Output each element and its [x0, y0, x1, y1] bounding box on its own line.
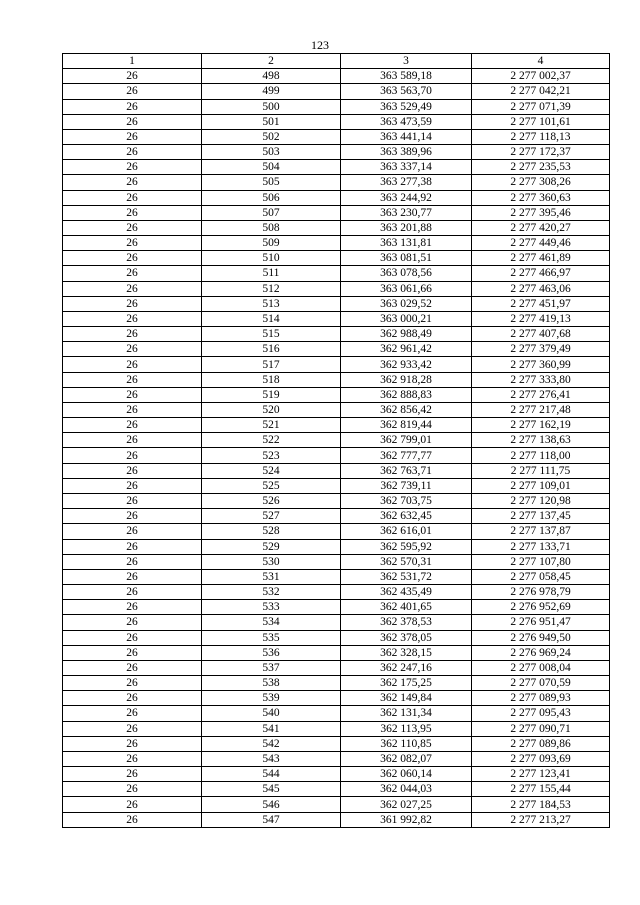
cell-x-coordinate: 362 988,49: [341, 327, 472, 342]
table-row: [63, 327, 610, 342]
cell-x-coordinate: 363 201,88: [341, 220, 472, 235]
cell-y-coordinate: 2 277 461,89: [472, 251, 610, 266]
cell-contour: 26: [63, 736, 202, 751]
table-row: [63, 251, 610, 266]
table-row: [63, 615, 610, 630]
table-row: [63, 812, 610, 827]
cell-point: 531: [202, 569, 341, 584]
cell-point: 529: [202, 539, 341, 554]
cell-point: 546: [202, 797, 341, 812]
cell-point: 541: [202, 721, 341, 736]
cell-y-coordinate: 2 277 111,75: [472, 463, 610, 478]
cell-y-coordinate: 2 277 109,01: [472, 478, 610, 493]
cell-y-coordinate: 2 277 090,71: [472, 721, 610, 736]
cell-contour: 26: [63, 266, 202, 281]
cell-contour: 26: [63, 660, 202, 675]
cell-point: 518: [202, 372, 341, 387]
cell-x-coordinate: 361 992,82: [341, 812, 472, 827]
page-number: 123: [311, 38, 329, 52]
cell-x-coordinate: 363 441,14: [341, 129, 472, 144]
cell-y-coordinate: 2 277 213,27: [472, 812, 610, 827]
cell-contour: 26: [63, 236, 202, 251]
cell-point: 517: [202, 357, 341, 372]
cell-contour: 26: [63, 418, 202, 433]
cell-y-coordinate: 2 277 419,13: [472, 311, 610, 326]
cell-x-coordinate: 362 044,03: [341, 782, 472, 797]
cell-y-coordinate: 2 277 138,63: [472, 433, 610, 448]
cell-point: 509: [202, 236, 341, 251]
cell-x-coordinate: 362 401,65: [341, 600, 472, 615]
cell-x-coordinate: 362 632,45: [341, 509, 472, 524]
cell-y-coordinate: 2 277 407,68: [472, 327, 610, 342]
cell-contour: 26: [63, 175, 202, 190]
cell-point: 533: [202, 600, 341, 615]
table-row: [63, 569, 610, 584]
cell-contour: 26: [63, 281, 202, 296]
table-row: [63, 524, 610, 539]
cell-x-coordinate: 363 277,38: [341, 175, 472, 190]
cell-point: 502: [202, 129, 341, 144]
cell-x-coordinate: 363 389,96: [341, 145, 472, 160]
cell-point: 519: [202, 387, 341, 402]
cell-contour: 26: [63, 478, 202, 493]
cell-y-coordinate: 2 277 120,98: [472, 493, 610, 508]
table-row: [63, 493, 610, 508]
cell-y-coordinate: 2 276 949,50: [472, 630, 610, 645]
cell-point: 544: [202, 767, 341, 782]
cell-contour: 26: [63, 600, 202, 615]
cell-point: 514: [202, 311, 341, 326]
cell-contour: 26: [63, 327, 202, 342]
cell-point: 534: [202, 615, 341, 630]
cell-y-coordinate: 2 277 133,71: [472, 539, 610, 554]
cell-contour: 26: [63, 145, 202, 160]
table-row: [63, 69, 610, 84]
cell-x-coordinate: 362 763,71: [341, 463, 472, 478]
cell-y-coordinate: 2 277 449,46: [472, 236, 610, 251]
cell-contour: 26: [63, 645, 202, 660]
cell-x-coordinate: 362 378,05: [341, 630, 472, 645]
cell-point: 542: [202, 736, 341, 751]
cell-y-coordinate: 2 277 118,13: [472, 129, 610, 144]
table-row: [63, 585, 610, 600]
table-row: [63, 509, 610, 524]
table-row: [63, 706, 610, 721]
table-row: [63, 190, 610, 205]
cell-point: 538: [202, 676, 341, 691]
cell-x-coordinate: 362 819,44: [341, 418, 472, 433]
table-row: [63, 145, 610, 160]
cell-point: 512: [202, 281, 341, 296]
cell-y-coordinate: 2 277 107,80: [472, 554, 610, 569]
cell-x-coordinate: 363 244,92: [341, 190, 472, 205]
cell-point: 523: [202, 448, 341, 463]
cell-x-coordinate: 362 175,25: [341, 676, 472, 691]
cell-contour: 26: [63, 357, 202, 372]
cell-x-coordinate: 362 247,16: [341, 660, 472, 675]
table-row: [63, 357, 610, 372]
cell-contour: 26: [63, 493, 202, 508]
cell-point: 503: [202, 145, 341, 160]
cell-contour: 26: [63, 767, 202, 782]
table-row: [63, 463, 610, 478]
cell-x-coordinate: 363 473,59: [341, 114, 472, 129]
cell-y-coordinate: 2 277 333,80: [472, 372, 610, 387]
table-row: [63, 736, 610, 751]
table-row: [63, 751, 610, 766]
coordinates-table: [62, 53, 610, 828]
cell-point: 526: [202, 493, 341, 508]
cell-y-coordinate: 2 277 276,41: [472, 387, 610, 402]
cell-x-coordinate: 362 060,14: [341, 767, 472, 782]
table-row: [63, 387, 610, 402]
cell-x-coordinate: 363 029,52: [341, 296, 472, 311]
cell-y-coordinate: 2 277 451,97: [472, 296, 610, 311]
cell-y-coordinate: 2 277 217,48: [472, 402, 610, 417]
cell-y-coordinate: 2 277 463,06: [472, 281, 610, 296]
cell-contour: 26: [63, 296, 202, 311]
table-row: [63, 539, 610, 554]
cell-x-coordinate: 363 061,66: [341, 281, 472, 296]
table-row: [63, 645, 610, 660]
column-header-2: 2: [202, 54, 341, 69]
cell-point: 527: [202, 509, 341, 524]
cell-y-coordinate: 2 277 071,39: [472, 99, 610, 114]
cell-x-coordinate: 362 918,28: [341, 372, 472, 387]
cell-y-coordinate: 2 277 101,61: [472, 114, 610, 129]
cell-y-coordinate: 2 277 172,37: [472, 145, 610, 160]
cell-x-coordinate: 362 595,92: [341, 539, 472, 554]
cell-y-coordinate: 2 277 360,63: [472, 190, 610, 205]
cell-point: 499: [202, 84, 341, 99]
table-row: [63, 99, 610, 114]
cell-x-coordinate: 362 378,53: [341, 615, 472, 630]
table-row: [63, 175, 610, 190]
cell-contour: 26: [63, 205, 202, 220]
cell-point: 511: [202, 266, 341, 281]
cell-contour: 26: [63, 160, 202, 175]
cell-point: 545: [202, 782, 341, 797]
cell-x-coordinate: 362 961,42: [341, 342, 472, 357]
cell-x-coordinate: 362 616,01: [341, 524, 472, 539]
cell-contour: 26: [63, 782, 202, 797]
cell-x-coordinate: 363 563,70: [341, 84, 472, 99]
cell-point: 525: [202, 478, 341, 493]
table-row: [63, 281, 610, 296]
cell-x-coordinate: 362 113,95: [341, 721, 472, 736]
table-row: [63, 160, 610, 175]
table-row: [63, 418, 610, 433]
cell-contour: 26: [63, 402, 202, 417]
cell-y-coordinate: 2 277 070,59: [472, 676, 610, 691]
cell-point: 515: [202, 327, 341, 342]
cell-x-coordinate: 362 149,84: [341, 691, 472, 706]
cell-y-coordinate: 2 277 308,26: [472, 175, 610, 190]
cell-point: 528: [202, 524, 341, 539]
cell-point: 504: [202, 160, 341, 175]
cell-point: 510: [202, 251, 341, 266]
cell-point: 506: [202, 190, 341, 205]
cell-point: 498: [202, 69, 341, 84]
cell-contour: 26: [63, 569, 202, 584]
cell-point: 501: [202, 114, 341, 129]
cell-contour: 26: [63, 509, 202, 524]
column-header-3: 3: [341, 54, 472, 69]
table-row: [63, 448, 610, 463]
cell-contour: 26: [63, 99, 202, 114]
cell-contour: 26: [63, 630, 202, 645]
cell-y-coordinate: 2 277 466,97: [472, 266, 610, 281]
cell-point: 540: [202, 706, 341, 721]
cell-contour: 26: [63, 84, 202, 99]
cell-y-coordinate: 2 277 042,21: [472, 84, 610, 99]
cell-y-coordinate: 2 276 952,69: [472, 600, 610, 615]
cell-x-coordinate: 363 078,56: [341, 266, 472, 281]
cell-x-coordinate: 363 131,81: [341, 236, 472, 251]
cell-x-coordinate: 362 888,83: [341, 387, 472, 402]
cell-x-coordinate: 362 703,75: [341, 493, 472, 508]
cell-y-coordinate: 2 277 420,27: [472, 220, 610, 235]
cell-point: 513: [202, 296, 341, 311]
cell-point: 539: [202, 691, 341, 706]
cell-y-coordinate: 2 277 118,00: [472, 448, 610, 463]
cell-y-coordinate: 2 276 951,47: [472, 615, 610, 630]
cell-x-coordinate: 362 027,25: [341, 797, 472, 812]
cell-y-coordinate: 2 277 008,04: [472, 660, 610, 675]
cell-contour: 26: [63, 448, 202, 463]
cell-point: 535: [202, 630, 341, 645]
cell-y-coordinate: 2 277 155,44: [472, 782, 610, 797]
cell-x-coordinate: 362 933,42: [341, 357, 472, 372]
table-row: [63, 676, 610, 691]
cell-x-coordinate: 362 110,85: [341, 736, 472, 751]
cell-contour: 26: [63, 114, 202, 129]
cell-contour: 26: [63, 721, 202, 736]
cell-contour: 26: [63, 311, 202, 326]
cell-y-coordinate: 2 277 002,37: [472, 69, 610, 84]
cell-contour: 26: [63, 463, 202, 478]
cell-y-coordinate: 2 277 089,86: [472, 736, 610, 751]
cell-contour: 26: [63, 706, 202, 721]
cell-point: 508: [202, 220, 341, 235]
cell-y-coordinate: 2 277 095,43: [472, 706, 610, 721]
table-row: [63, 478, 610, 493]
cell-x-coordinate: 363 529,49: [341, 99, 472, 114]
cell-contour: 26: [63, 797, 202, 812]
cell-x-coordinate: 362 131,34: [341, 706, 472, 721]
cell-x-coordinate: 362 570,31: [341, 554, 472, 569]
cell-x-coordinate: 363 081,51: [341, 251, 472, 266]
table-row: [63, 220, 610, 235]
cell-contour: 26: [63, 751, 202, 766]
cell-contour: 26: [63, 676, 202, 691]
cell-point: 520: [202, 402, 341, 417]
cell-contour: 26: [63, 812, 202, 827]
cell-point: 522: [202, 433, 341, 448]
cell-y-coordinate: 2 277 058,45: [472, 569, 610, 584]
table-row: [63, 402, 610, 417]
cell-contour: 26: [63, 251, 202, 266]
table-row: [63, 691, 610, 706]
table-row: [63, 372, 610, 387]
table-row: [63, 296, 610, 311]
table-row: [63, 84, 610, 99]
table-row: [63, 767, 610, 782]
cell-point: 543: [202, 751, 341, 766]
cell-point: 530: [202, 554, 341, 569]
table-row: [63, 797, 610, 812]
column-header-1: 1: [63, 54, 202, 69]
cell-x-coordinate: 362 435,49: [341, 585, 472, 600]
cell-contour: 26: [63, 129, 202, 144]
table-row: [63, 129, 610, 144]
cell-y-coordinate: 2 277 379,49: [472, 342, 610, 357]
cell-point: 507: [202, 205, 341, 220]
cell-y-coordinate: 2 277 123,41: [472, 767, 610, 782]
cell-x-coordinate: 362 082,07: [341, 751, 472, 766]
cell-contour: 26: [63, 69, 202, 84]
table-row: [63, 205, 610, 220]
cell-y-coordinate: 2 277 137,45: [472, 509, 610, 524]
cell-contour: 26: [63, 387, 202, 402]
cell-point: 537: [202, 660, 341, 675]
column-header-4: 4: [472, 54, 610, 69]
table-row: [63, 630, 610, 645]
cell-contour: 26: [63, 372, 202, 387]
cell-contour: 26: [63, 433, 202, 448]
cell-point: 532: [202, 585, 341, 600]
cell-y-coordinate: 2 277 395,46: [472, 205, 610, 220]
cell-y-coordinate: 2 277 184,53: [472, 797, 610, 812]
cell-point: 516: [202, 342, 341, 357]
table-row: [63, 782, 610, 797]
cell-x-coordinate: 363 589,18: [341, 69, 472, 84]
cell-contour: 26: [63, 190, 202, 205]
cell-point: 536: [202, 645, 341, 660]
table-body: [63, 69, 610, 828]
table-row: [63, 114, 610, 129]
cell-x-coordinate: 363 337,14: [341, 160, 472, 175]
cell-y-coordinate: 2 277 137,87: [472, 524, 610, 539]
table-row: [63, 600, 610, 615]
cell-point: 547: [202, 812, 341, 827]
cell-contour: 26: [63, 220, 202, 235]
cell-y-coordinate: 2 277 235,53: [472, 160, 610, 175]
table-row: [63, 721, 610, 736]
cell-x-coordinate: 363 230,77: [341, 205, 472, 220]
cell-x-coordinate: 362 739,11: [341, 478, 472, 493]
cell-contour: 26: [63, 539, 202, 554]
cell-point: 521: [202, 418, 341, 433]
table-row: [63, 342, 610, 357]
table-row: [63, 236, 610, 251]
cell-y-coordinate: 2 277 360,99: [472, 357, 610, 372]
cell-y-coordinate: 2 277 089,93: [472, 691, 610, 706]
cell-contour: 26: [63, 615, 202, 630]
cell-contour: 26: [63, 585, 202, 600]
table-row: [63, 433, 610, 448]
table-row: [63, 266, 610, 281]
cell-contour: 26: [63, 524, 202, 539]
cell-contour: 26: [63, 554, 202, 569]
cell-x-coordinate: 362 328,15: [341, 645, 472, 660]
cell-y-coordinate: 2 277 162,19: [472, 418, 610, 433]
cell-y-coordinate: 2 277 093,69: [472, 751, 610, 766]
cell-y-coordinate: 2 276 978,79: [472, 585, 610, 600]
cell-point: 524: [202, 463, 341, 478]
cell-x-coordinate: 362 531,72: [341, 569, 472, 584]
table-row: [63, 554, 610, 569]
table-row: [63, 311, 610, 326]
cell-x-coordinate: 362 777,77: [341, 448, 472, 463]
cell-x-coordinate: 362 856,42: [341, 402, 472, 417]
cell-y-coordinate: 2 276 969,24: [472, 645, 610, 660]
cell-x-coordinate: 362 799,01: [341, 433, 472, 448]
cell-point: 500: [202, 99, 341, 114]
table-row: [63, 660, 610, 675]
cell-x-coordinate: 363 000,21: [341, 311, 472, 326]
cell-contour: 26: [63, 342, 202, 357]
cell-point: 505: [202, 175, 341, 190]
cell-contour: 26: [63, 691, 202, 706]
table-header-row: [63, 54, 610, 69]
